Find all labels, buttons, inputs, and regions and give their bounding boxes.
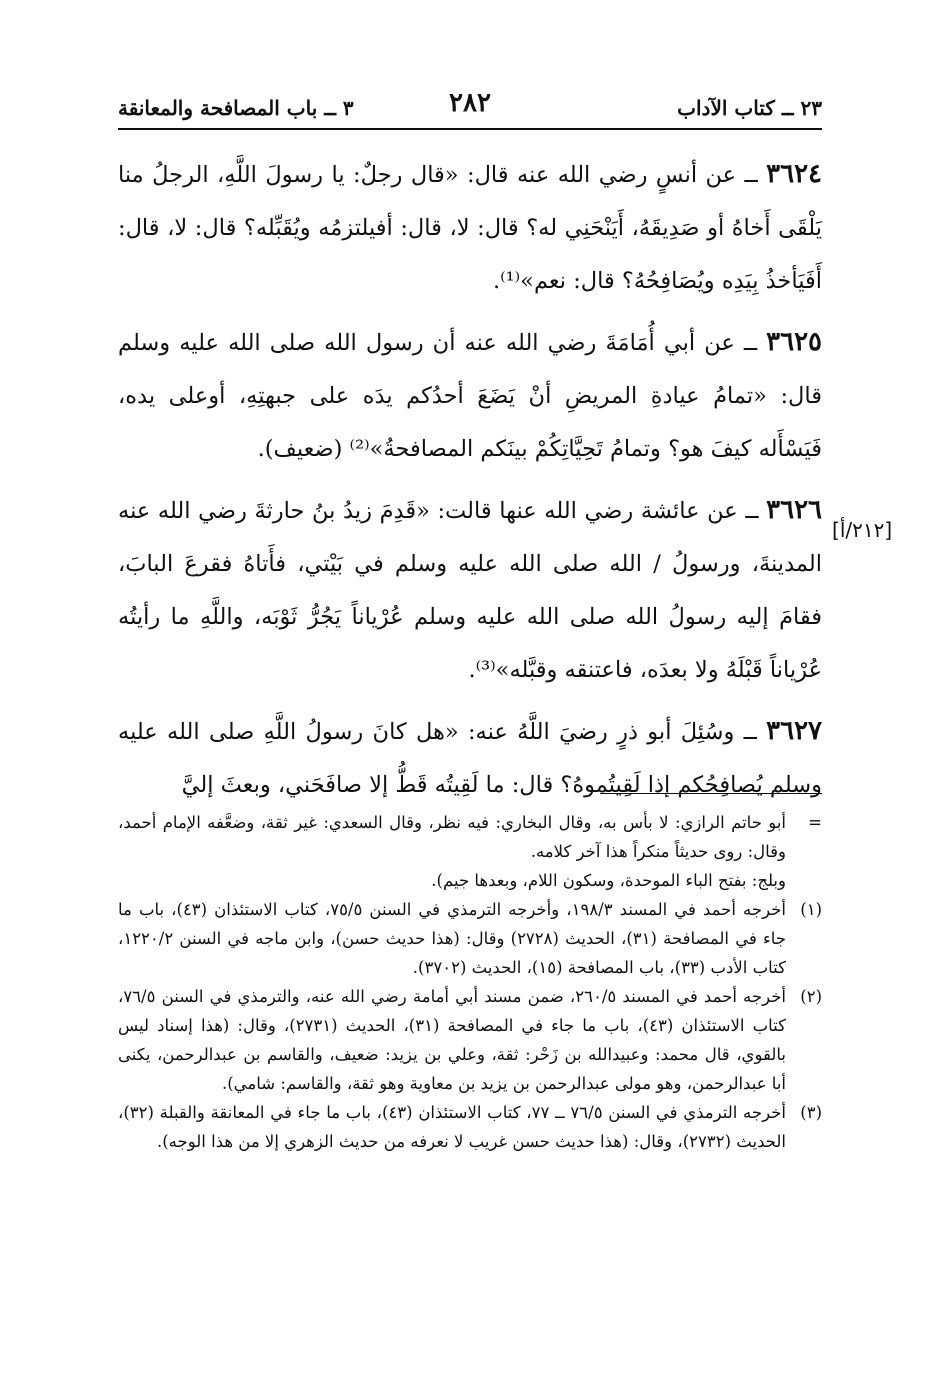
footnote-continued: [118, 808, 822, 866]
hadith-text: ــ عن أنسٍ رضي الله عنه قال: «قال رجلٌ: يا رسولَ اللَّهِ، الرجلُ منا يَلْقَى أَخاهُ أو صَدِيقَهُ، أَيَنْحَنِي له؟ قال: لا، قال: أفيلتزمُه ويُقَبِّله؟ قال: لا، قال: أَفَيَأخذُ بِيَدِه ويُصَافِحُهُ؟ قال: نعم»⁽¹⁾.: [118, 162, 822, 294]
footnotes: [118, 808, 822, 1156]
footnote-text: أبو حاتم الرازي: لا بأس به، وقال البخاري: فيه نظر، وقال السعدي: غير ثقة، وضعَّفه الإمام أحمد، وقال: روى حديثاً منكراً هذا آخر كلامه.: [118, 813, 786, 861]
footnote-1: [118, 895, 822, 982]
footnote-2: [118, 982, 822, 1098]
hadith-3626: [118, 484, 822, 697]
hadith-text: ــ عن أبي أُمَامَةَ رضي الله عنه أن رسول الله صلى الله عليه وسلم قال: «تمامُ عيادةِ المريضِ أنْ يَضَعَ أحدُكم يدَه على جبهتِهِ، أوعلى يده، فَيَسْأَله كيفَ هو؟ وتمامُ تَحِيَّاتِكُمْ بينَكم المصافحةُ»⁽²⁾ (ضعيف).: [118, 330, 822, 462]
manuscript-folio-marker: [٢١٢/أ]: [832, 518, 893, 542]
main-text: [118, 148, 822, 812]
footnote-divider: [600, 793, 822, 794]
hadith-text: ــ وسُئِلَ أبو ذرٍ رضيَ اللَّهُ عنه: «هل كانَ رسولُ اللَّهِ صلى الله عليه وسلم يُصافِحُكم إذا لَقِيتُموهُ؟ قال: ما لَقِيتُه قَطُّ إلا صافَحَني، وبعثَ إليَّ: [118, 719, 822, 798]
footnote-continued-2: [118, 866, 822, 895]
footnote-marker: =: [808, 813, 822, 832]
footnote-text: أخرجه أحمد في المسند ٢٦٠/٥، ضمن مسند أبي أمامة رضي الله عنه، والترمذي في السنن ٧٦/٥، كتاب الاستئذان (٤٣)، باب ما جاء في المصافحة (٣١)، الحديث (٢٧٣١)، وقال: (هذا إسناد ليس بالقوي، قال محمد: وعبيدالله بن زَحْر: ثقة، وعلي بن يزيد: ضعيف، والقاسم بن عبدالرحمن، يكنى أبا عبدالرحمن، وهو مولى عبدالرحمن بن يزيد بن معاوية وهو ثقة، والقاسم: شامي).: [118, 987, 786, 1093]
chapter-title: ٢٣ ــ كتاب الآداب: [677, 96, 822, 120]
hadith-number: ٣٦٢٦: [766, 495, 822, 525]
running-header: [118, 88, 822, 130]
footnote-text: وبلج: بفتح الباء الموحدة، وسكون اللام، وبعدها جيم).: [431, 871, 786, 890]
hadith-3627: [118, 705, 822, 812]
footnote-3: [118, 1098, 822, 1156]
footnote-text: أخرجه الترمذي في السنن ٧٦/٥ ــ ٧٧، كتاب الاستئذان (٤٣)، باب ما جاء في المعانقة والقبلة (٣٢)، الحديث (٢٧٣٢)، وقال: (هذا حديث حسن غريب لا نعرفه من حديث الزهري إلا من هذا الوجه).: [118, 1103, 786, 1151]
hadith-text: ــ عن عائشة رضي الله عنها قالت: «قَدِمَ زيدُ بنُ حارثةَ رضي الله عنه المدينةَ، ورسولُ / الله صلى الله عليه وسلم في بَيْتي، فأَتاهُ فقرعَ البابَ، فقامَ إليه رسولُ الله صلى الله عليه وسلم عُرْياناً يَجُرُّ ثَوْبَه، واللَّهِ ما رأيتُه عُرْياناً قَبْلَهُ ولا بعدَه، فاعتنقه وقبَّله»⁽³⁾.: [118, 498, 822, 683]
hadith-number: ٣٦٢٤: [766, 159, 822, 189]
page-number: ٢٨٢: [449, 88, 491, 118]
footnote-marker: (١): [800, 900, 822, 919]
section-title: ٣ ــ باب المصافحة والمعانقة: [118, 96, 354, 120]
footnote-marker: (٣): [800, 1103, 822, 1122]
hadith-number: ٣٦٢٧: [766, 716, 822, 746]
footnote-text: أخرجه أحمد في المسند ١٩٨/٣، وأخرجه الترمذي في السنن ٧٥/٥، كتاب الاستئذان (٤٣)، باب ما جاء في المصافحة (٣١)، الحديث (٢٧٢٨) وقال: (هذا حديث حسن)، وابن ماجه في السنن ١٢٢٠/٢، كتاب الأدب (٣٣)، باب المصافحة (١٥)، الحديث (٣٧٠٢).: [118, 900, 786, 977]
hadith-3625: [118, 316, 822, 476]
hadith-number: ٣٦٢٥: [766, 327, 822, 357]
hadith-3624: [118, 148, 822, 308]
footnote-marker: (٢): [800, 987, 822, 1006]
